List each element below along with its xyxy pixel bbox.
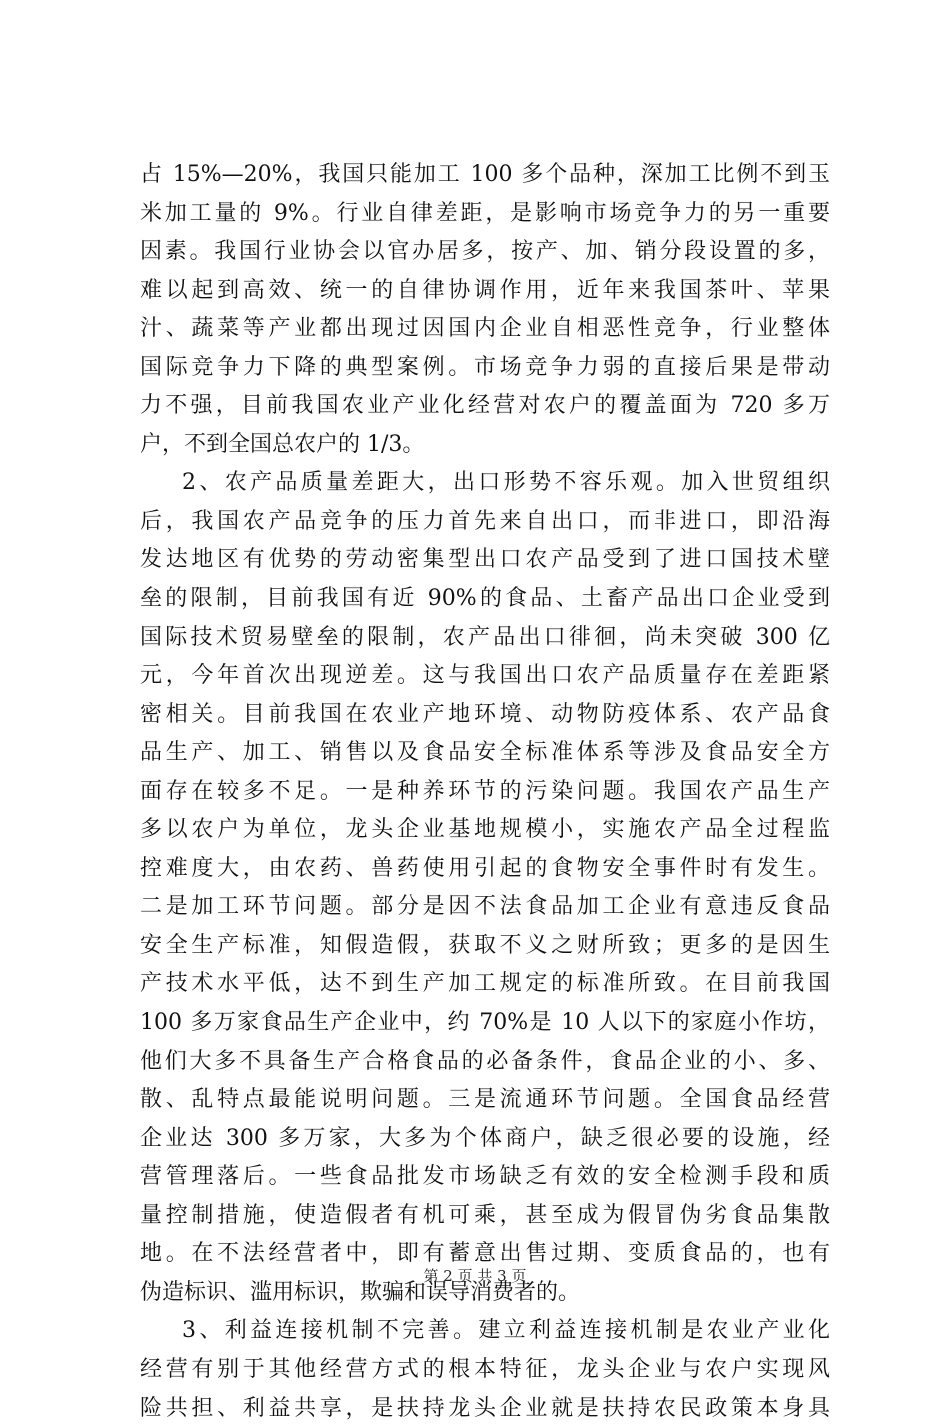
text-line: 汁、蔬菜等产业都出现过因国内企业自相恶性竞争，行业整体: [140, 310, 830, 349]
text-line: 垒的限制，目前我国有近 90%的食品、土畜产品出口企业受到: [140, 580, 830, 619]
page-number-footer: 第 2 页 共 3 页: [0, 1266, 950, 1286]
text-line: 因素。我国行业协会以官办居多，按产、加、销分段设置的多，: [140, 233, 830, 272]
text-line: 险共担、利益共享，是扶持龙头企业就是扶持农民政策本身具: [140, 1390, 830, 1428]
text-line: 他们大多不具备生产合格食品的必备条件，食品企业的小、多、: [140, 1043, 830, 1082]
text-line: 国际竞争力下降的典型案例。市场竞争力弱的直接后果是带动: [140, 349, 830, 388]
text-line: 散、乱特点最能说明问题。三是流通环节问题。全国食品经营: [140, 1081, 830, 1120]
text-line: 量控制措施，使造假者有机可乘，甚至成为假冒伪劣食品集散: [140, 1197, 830, 1236]
text-line: 控难度大，由农药、兽药使用引起的食物安全事件时有发生。: [140, 850, 830, 889]
paragraph-3-first-line: 3、利益连接机制不完善。建立利益连接机制是农业产业化: [140, 1312, 830, 1351]
text-line: 密相关。目前我国在农业产地环境、动物防疫体系、农产品食: [140, 696, 830, 735]
text-line: 品生产、加工、销售以及食品安全标准体系等涉及食品安全方: [140, 734, 830, 773]
text-line: 营管理落后。一些食品批发市场缺乏有效的安全检测手段和质: [140, 1158, 830, 1197]
text-line: 后，我国农产品竞争的压力首先来自出口，而非进口，即沿海: [140, 503, 830, 542]
text-line: 伪造标识、滥用标识，欺骗和误导消费者的。: [140, 1274, 830, 1313]
text-line: 发达地区有优势的劳动密集型出口农产品受到了进口国技术壁: [140, 541, 830, 580]
text-line: 国际技术贸易壁垒的限制，农产品出口徘徊，尚未突破 300 亿: [140, 619, 830, 658]
body-text: [140, 156, 830, 1428]
text-line: 100 多万家食品生产企业中，约 70%是 10 人以下的家庭小作坊，: [140, 1004, 830, 1043]
text-line: 地。在不法经营者中，即有蓄意出售过期、变质食品的，也有: [140, 1235, 830, 1274]
text-line: 产技术水平低，达不到生产加工规定的标准所致。在目前我国: [140, 965, 830, 1004]
text-line: 经营有别于其他经营方式的根本特征，龙头企业与农户实现风: [140, 1351, 830, 1390]
text-line: 户，不到全国总农户的 1/3。: [140, 426, 830, 465]
paragraph-2-first-line: 2、农产品质量差距大，出口形势不容乐观。加入世贸组织: [140, 464, 830, 503]
text-line: 占 15%—20%，我国只能加工 100 多个品种，深加工比例不到玉: [140, 156, 830, 195]
text-line: 面存在较多不足。一是种养环节的污染问题。我国农产品生产: [140, 773, 830, 812]
text-line: 二是加工环节问题。部分是因不法食品加工企业有意违反食品: [140, 888, 830, 927]
text-line: 力不强，目前我国农业产业化经营对农户的覆盖面为 720 多万: [140, 387, 830, 426]
text-line: 安全生产标准，知假造假，获取不义之财所致；更多的是因生: [140, 927, 830, 966]
text-line: 元，今年首次出现逆差。这与我国出口农产品质量存在差距紧: [140, 657, 830, 696]
text-line: 米加工量的 9%。行业自律差距，是影响市场竞争力的另一重要: [140, 195, 830, 234]
text-line: 企业达 300 多万家，大多为个体商户，缺乏很必要的设施，经: [140, 1120, 830, 1159]
text-line: 多以农户为单位，龙头企业基地规模小，实施农产品全过程监: [140, 811, 830, 850]
text-line: 难以起到高效、统一的自律协调作用，近年来我国茶叶、苹果: [140, 272, 830, 311]
